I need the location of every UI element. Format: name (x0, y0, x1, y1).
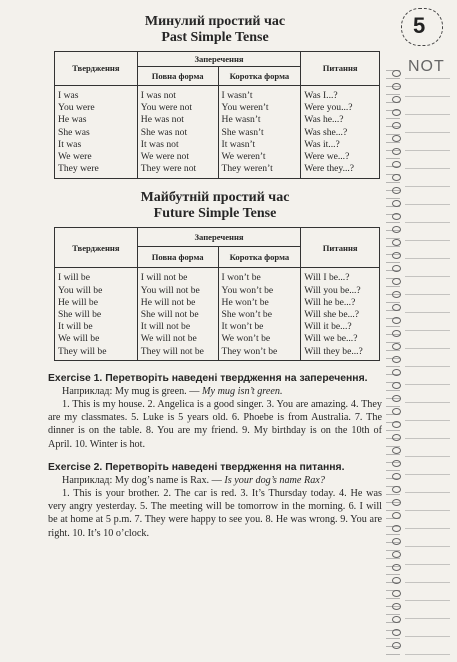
past-full-form-cell (137, 86, 218, 179)
ruled-line (405, 222, 450, 223)
table-cell-line: I will not be (140, 272, 188, 284)
ruled-line (405, 204, 450, 205)
ruled-line (405, 312, 450, 313)
exercise-2 (48, 461, 382, 540)
table-cell-line: Were we...? (304, 151, 350, 163)
side-note-text: NOT (408, 58, 445, 75)
table-cell-line: Was she...? (304, 126, 348, 138)
ruled-line (405, 168, 450, 169)
table-cell-line: Will you be...? (304, 284, 361, 296)
spiral-ring (392, 213, 401, 220)
spiral-ring (392, 577, 401, 584)
exercise-1 (48, 372, 382, 451)
past-question-cell (301, 86, 380, 179)
example-answer: My mug isn’t green. (202, 385, 283, 397)
spiral-ring (392, 200, 401, 207)
exercise-1-body (48, 385, 382, 451)
ruled-line (405, 186, 450, 187)
table-cell-line: We were not (140, 151, 190, 163)
spiral-ring (392, 538, 401, 545)
spiral-ring (392, 148, 401, 155)
spiral-ring (392, 473, 401, 480)
ruled-line (405, 330, 450, 331)
table-cell-line: We weren’t (221, 151, 266, 163)
spiral-ring (392, 486, 401, 493)
table-cell-line: He will be (58, 296, 98, 308)
spiral-ring (392, 642, 401, 649)
table-cell-line: Will they be...? (304, 345, 363, 357)
example-text: My mug is green. — (114, 385, 200, 397)
header-full-form: Повна форма (137, 247, 218, 268)
spiral-ring (392, 317, 401, 324)
spiral-ring (392, 239, 401, 246)
table-cell-line: You will not be (140, 284, 200, 296)
exercise-1-example (48, 385, 382, 398)
table-cell-line: Will I be...? (304, 272, 350, 284)
past-title-en: Past Simple Tense (161, 30, 269, 45)
future-title-en: Future Simple Tense (153, 206, 277, 222)
ruled-line (405, 420, 450, 421)
table-cell-line: They were (58, 163, 99, 175)
spiral-ring (392, 70, 401, 77)
ruled-line (405, 618, 450, 619)
spiral-ring (392, 447, 401, 454)
spiral-ring (392, 83, 401, 90)
table-cell-line: Were you...? (304, 102, 353, 114)
spiral-ring (392, 382, 401, 389)
exercise-1-sentences: 1. This is my house. 2. Angelica is a good singer. 3. You are amazing. 4. They are my classmates. 5. Luke is 5 years old. 6. Phoebe is from Australia. 7. The dinner is on the table. 8. You are my friend. 9. My birthday is on the 10th of April. 10. Winter is hot. (48, 399, 382, 450)
exercise-2-example (48, 474, 382, 487)
table-cell-line: He will not be (140, 296, 196, 308)
page-number: 5 (413, 13, 426, 38)
example-label: Наприклад: (62, 385, 113, 397)
table-cell-line: We will not be (140, 333, 197, 345)
exercise-2-title: Exercise 2. Перетворіть наведені твердження на питання. (48, 461, 345, 473)
spiral-ring (392, 525, 401, 532)
page-number-badge (401, 8, 443, 46)
table-cell-line: We were (58, 151, 92, 163)
ruled-line (405, 276, 450, 277)
ruled-line (405, 366, 450, 367)
ruled-line (405, 600, 450, 601)
table-cell-line: She will be (58, 309, 102, 321)
spiral-ring (392, 369, 401, 376)
spiral-ring (392, 226, 401, 233)
spiral-ring (392, 174, 401, 181)
ruled-line (405, 240, 450, 241)
header-affirmative: Твердження (55, 52, 138, 86)
table-cell-line: They weren’t (221, 163, 273, 175)
spiral-ring (392, 434, 401, 441)
ruled-line (405, 564, 450, 565)
spiral-ring (392, 304, 401, 311)
spiral-ring (392, 265, 401, 272)
spiral-ring (392, 330, 401, 337)
table-cell-line: Will he be...? (304, 296, 356, 308)
spiral-ring (392, 564, 401, 571)
table-cell-line: She was (58, 126, 90, 138)
spiral-ring (392, 109, 401, 116)
spiral-ring (392, 499, 401, 506)
exercise-1-title: Exercise 1. Перетворіть наведені твердження на заперечення. (48, 372, 368, 384)
table-cell-line: It will be (58, 321, 93, 333)
spiral-ring (392, 421, 401, 428)
table-cell-line: Will it be...? (304, 321, 352, 333)
ruled-line (405, 474, 450, 475)
spiral-ring (392, 187, 401, 194)
future-short-form-cell (218, 268, 301, 360)
spiral-ring (392, 135, 401, 142)
past-simple-table (54, 51, 380, 179)
ruled-line (405, 528, 450, 529)
future-title-ua: Майбутній простий час (140, 190, 290, 206)
table-cell-line: It was (58, 138, 82, 150)
spiral-ring (392, 343, 401, 350)
exercise-2-sentences: 1. This is your brother. 2. The car is red. 3. It’s Thursday today. 4. He was very angry yesterday. 5. The meeting will be tomorrow in the morning. 6. I will be at home at 5 p.m. 7. They were happy to see you. 8. He was wrong. 9. You are right. 10. It’s 10 o’clock. (48, 488, 382, 539)
table-cell-line: He was not (140, 114, 184, 126)
table-cell-line: I will be (58, 272, 90, 284)
header-affirmative: Твердження (55, 228, 138, 268)
table-cell-line: They won’t be (221, 345, 278, 357)
future-affirmative-cell (55, 268, 138, 360)
spiral-ring (392, 278, 401, 285)
table-cell-line: They were not (140, 163, 197, 175)
ruled-line (405, 438, 450, 439)
spiral-ring (392, 161, 401, 168)
table-cell-line: She wasn’t (221, 126, 264, 138)
spiral-ring (392, 96, 401, 103)
table-cell-line: You were (58, 102, 95, 114)
spiral-ring (392, 590, 401, 597)
exercise-2-body (48, 474, 382, 540)
ruled-line (405, 294, 450, 295)
table-cell-line: She was not (140, 126, 188, 138)
future-simple-table (54, 227, 380, 360)
header-negative: Заперечення (137, 52, 301, 67)
ruled-line (405, 510, 450, 511)
table-cell-line: I was (58, 90, 79, 101)
main-column (48, 14, 382, 540)
ruled-line (405, 636, 450, 637)
spiral-ring (392, 408, 401, 415)
table-cell-line: We won’t be (221, 333, 271, 345)
table-cell-line: Were they...? (304, 163, 355, 175)
ruled-line (405, 492, 450, 493)
table-cell-line: Was I...? (304, 90, 338, 101)
table-cell-line: It was not (140, 138, 179, 150)
spiral-ring (392, 512, 401, 519)
table-cell-line: She won’t be (221, 309, 272, 321)
spiral-ring (392, 460, 401, 467)
table-cell-line: I wasn’t (221, 90, 253, 101)
ruled-line (405, 582, 450, 583)
table-cell-line: He wasn’t (221, 114, 261, 126)
table-cell-line: I won’t be (221, 272, 261, 284)
table-cell-line: You will be (58, 284, 103, 296)
header-negative: Заперечення (137, 228, 301, 247)
ruled-line (405, 132, 450, 133)
table-cell-line: You won’t be (221, 284, 274, 296)
table-cell-line: She will not be (140, 309, 199, 321)
table-cell-line: I was not (140, 90, 176, 101)
past-short-form-cell (218, 86, 301, 179)
past-title-ua: Минулий простий час (144, 14, 286, 29)
spiral-ring (392, 252, 401, 259)
past-affirmative-cell (55, 86, 138, 179)
header-short-form: Коротка форма (218, 67, 301, 86)
example-answer: Is your dog’s name Rax? (224, 474, 325, 486)
table-cell-line: Will we be...? (304, 333, 358, 345)
future-question-cell (301, 268, 380, 360)
example-label: Наприклад: (62, 474, 113, 486)
header-question: Питання (301, 52, 380, 86)
spiral-ring (392, 629, 401, 636)
future-full-form-cell (137, 268, 218, 360)
spiral-ring (392, 603, 401, 610)
ruled-line (405, 456, 450, 457)
ruled-line (405, 348, 450, 349)
table-cell-line: It will not be (140, 321, 191, 333)
spiral-ring (392, 616, 401, 623)
table-cell-line: He was (58, 114, 87, 126)
ruled-line (405, 78, 450, 79)
table-cell-line: Will she be...? (304, 309, 360, 321)
header-full-form: Повна форма (137, 67, 218, 86)
example-text: My dog’s name is Rax. — (114, 474, 222, 486)
table-cell-line: You weren’t (221, 102, 269, 114)
spiral-ring (392, 395, 401, 402)
spiral-ring (392, 356, 401, 363)
table-cell-line: They will not be (140, 345, 204, 357)
header-question: Питання (301, 228, 380, 268)
spiral-ring (392, 551, 401, 558)
table-cell-line: Was he...? (304, 114, 344, 126)
table-cell-line: Was it...? (304, 138, 340, 150)
ruled-line (405, 96, 450, 97)
ruled-line (405, 258, 450, 259)
ruled-line (405, 654, 450, 655)
ruled-line (405, 402, 450, 403)
ruled-line (405, 384, 450, 385)
ruled-line (405, 114, 450, 115)
ruled-line (405, 546, 450, 547)
table-cell-line: He won’t be (221, 296, 269, 308)
header-short-form: Коротка форма (218, 247, 301, 268)
table-cell-line: We will be (58, 333, 100, 345)
table-cell-line: It won’t be (221, 321, 264, 333)
table-cell-line: It wasn’t (221, 138, 256, 150)
ruled-line (405, 150, 450, 151)
spiral-ring (392, 122, 401, 129)
table-cell-line: They will be (58, 345, 107, 357)
spiral-ring (392, 291, 401, 298)
table-cell-line: You were not (140, 102, 193, 114)
